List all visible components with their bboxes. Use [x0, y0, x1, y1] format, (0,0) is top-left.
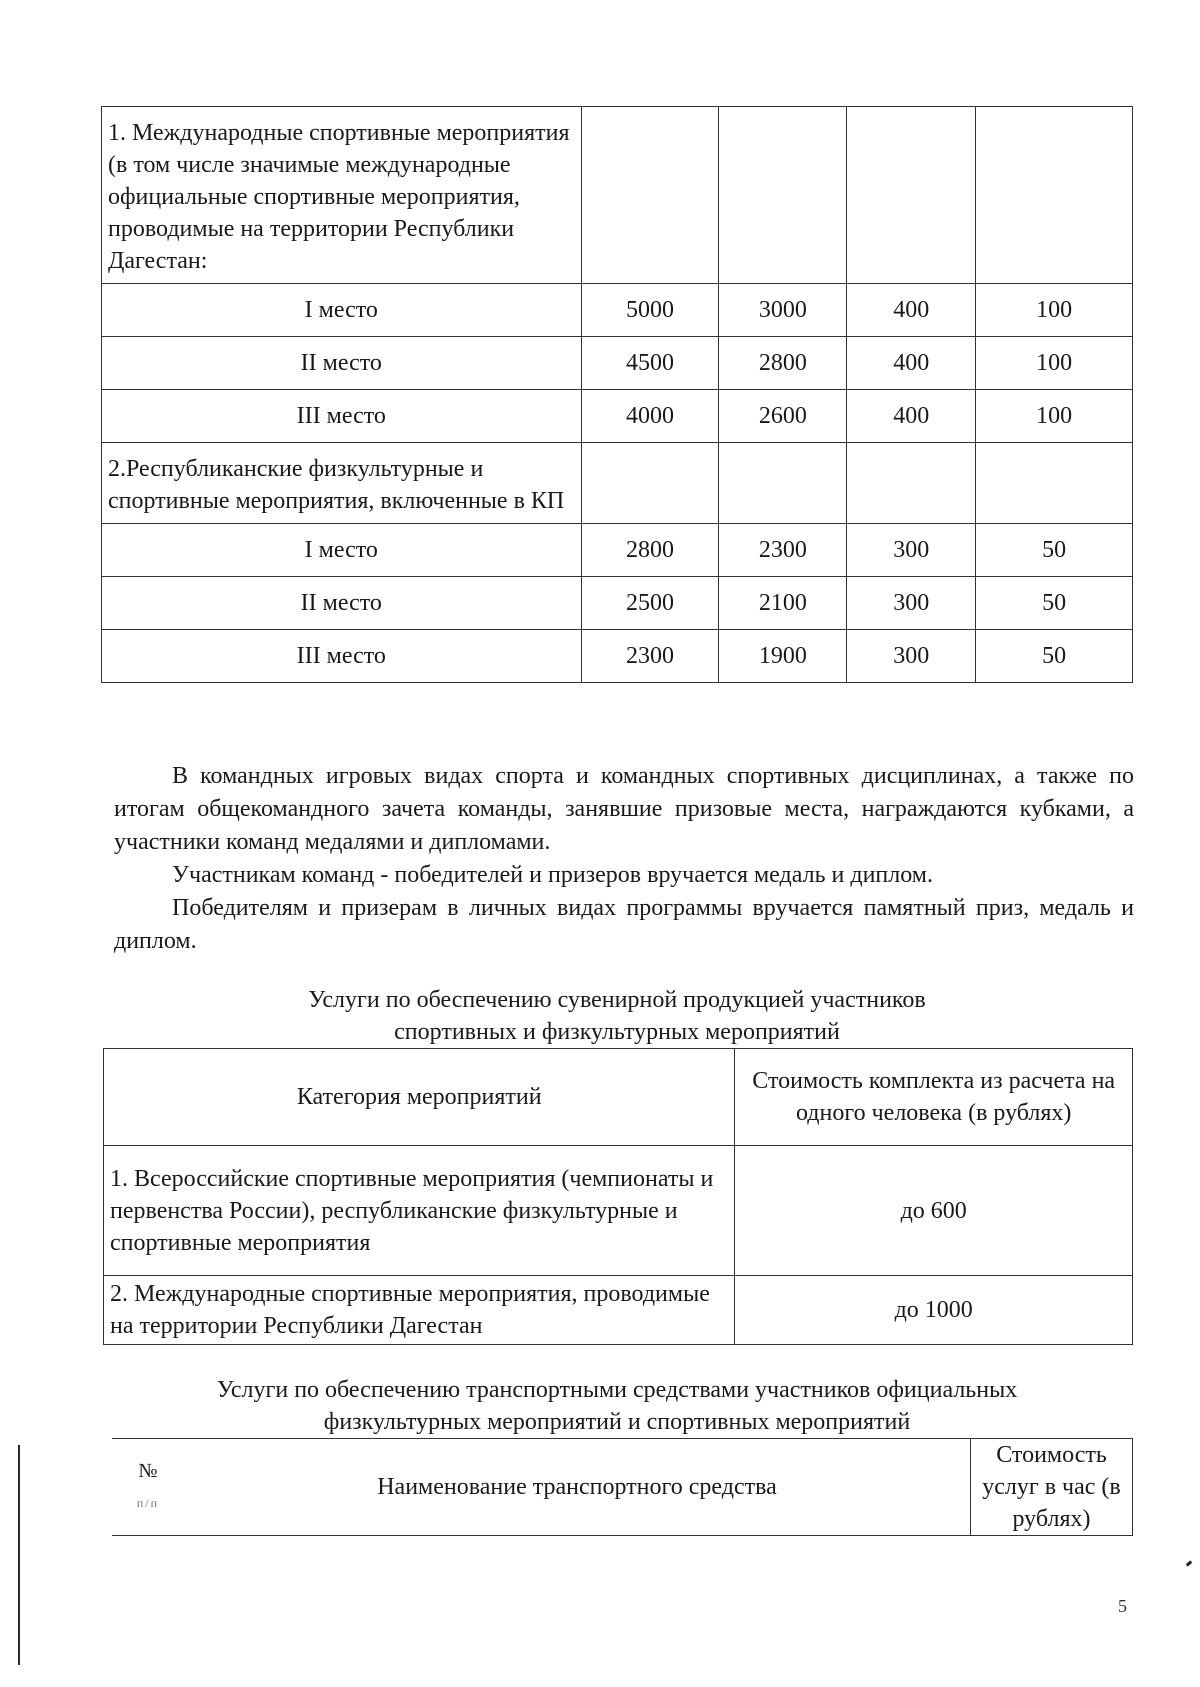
prize-value-cell: 3000 [719, 284, 847, 337]
prize-value-cell: 300 [847, 524, 976, 577]
prize-place-label: II место [102, 337, 582, 390]
transport-header-row [112, 1439, 1133, 1536]
transport-header-cost: Стоимость услуг в час (в рублях) [971, 1439, 1133, 1536]
prize-value-cell: 400 [847, 390, 976, 443]
souvenir-header-cost: Стоимость комплекта из расчета на одного человека (в рублях) [735, 1049, 1133, 1146]
prize-place-row [102, 630, 1133, 683]
souvenir-row [104, 1276, 1133, 1345]
paragraph-individual-awards: Победителям и призерам в личных видах программы вручается памятный приз, медаль и диплом. [114, 895, 1134, 954]
transport-header-name: Наименование транспортного средства [184, 1439, 971, 1536]
souvenir-title-line-1: Услуги по обеспечению сувенирной продукцией участников [308, 987, 926, 1013]
prize-place-label: III место [102, 390, 582, 443]
prize-value-cell: 2300 [719, 524, 847, 577]
souvenir-section-title [101, 984, 1133, 1048]
prize-category-label: 2.Республиканские физкультурные и спортивные мероприятия, включенные в КП [102, 443, 582, 524]
prize-value-cell: 50 [976, 524, 1133, 577]
prize-empty-cell [976, 107, 1133, 284]
prize-place-label: II место [102, 577, 582, 630]
prize-value-cell: 2500 [581, 577, 719, 630]
prize-value-cell: 400 [847, 284, 976, 337]
awards-text [114, 760, 1134, 958]
prize-value-cell: 2100 [719, 577, 847, 630]
prize-value-cell: 2800 [719, 337, 847, 390]
souvenir-row [104, 1146, 1133, 1276]
prize-value-cell: 100 [976, 390, 1133, 443]
prize-empty-cell [847, 107, 976, 284]
prize-value-cell: 300 [847, 577, 976, 630]
prize-empty-cell [719, 107, 847, 284]
souvenir-header-category: Категория мероприятий [104, 1049, 735, 1146]
prize-table [101, 106, 1133, 683]
prize-place-label: I место [102, 524, 582, 577]
prize-place-row [102, 284, 1133, 337]
prize-place-row [102, 577, 1133, 630]
souvenir-row-cost: до 1000 [735, 1276, 1133, 1345]
prize-empty-cell [976, 443, 1133, 524]
prize-category-row [102, 107, 1133, 284]
prize-place-label: I место [102, 284, 582, 337]
prize-place-row [102, 337, 1133, 390]
prize-empty-cell [719, 443, 847, 524]
prize-value-cell: 50 [976, 630, 1133, 683]
number-subheader: п/п [136, 1496, 160, 1510]
prize-value-cell: 400 [847, 337, 976, 390]
prize-value-cell: 2800 [581, 524, 719, 577]
number-sign: № [138, 1460, 158, 1482]
prize-category-row [102, 443, 1133, 524]
souvenir-row-cost: до 600 [735, 1146, 1133, 1276]
transport-header-number [112, 1439, 184, 1536]
prize-value-cell: 1900 [719, 630, 847, 683]
scan-margin-line [18, 1445, 20, 1665]
prize-category-label: 1. Международные спортивные мероприятия (в том числе значимые международные официальные спортивные мероприятия, проводимые на территории Республики Дагестан: [102, 107, 582, 284]
transport-title-line-1: Услуги по обеспечению транспортными средствами участников официальных [216, 1377, 1018, 1403]
prize-value-cell: 2600 [719, 390, 847, 443]
prize-empty-cell [847, 443, 976, 524]
prize-value-cell: 5000 [581, 284, 719, 337]
prize-place-row [102, 524, 1133, 577]
prize-table-body [102, 107, 1133, 683]
prize-value-cell: 300 [847, 630, 976, 683]
prize-value-cell: 4000 [581, 390, 719, 443]
prize-value-cell: 100 [976, 284, 1133, 337]
paragraph-team-members: Участникам команд - победителей и призеров вручается медаль и диплом. [172, 862, 933, 888]
prize-value-cell: 50 [976, 577, 1133, 630]
prize-empty-cell [581, 443, 719, 524]
transport-table [112, 1438, 1133, 1536]
page-number: 5 [1118, 1596, 1127, 1616]
scan-artifact-mark [1186, 1560, 1193, 1566]
souvenir-header-row [104, 1049, 1133, 1146]
prize-value-cell: 2300 [581, 630, 719, 683]
prize-value-cell: 100 [976, 337, 1133, 390]
transport-title-line-2: физкультурных мероприятий и спортивных мероприятий [323, 1409, 911, 1435]
souvenir-table [103, 1048, 1133, 1345]
souvenir-row-category: 1. Всероссийские спортивные мероприятия (чемпионаты и первенства России), республиканские физкультурные и спортивные мероприятия [104, 1146, 735, 1276]
souvenir-title-line-2: спортивных и физкультурных мероприятий [394, 1019, 840, 1045]
transport-section-title [101, 1374, 1133, 1438]
prize-empty-cell [581, 107, 719, 284]
prize-value-cell: 4500 [581, 337, 719, 390]
prize-place-label: III место [102, 630, 582, 683]
souvenir-row-category: 2. Международные спортивные мероприятия, проводимые на территории Республики Дагестан [104, 1276, 735, 1345]
prize-place-row [102, 390, 1133, 443]
paragraph-team-awards: В командных игровых видах спорта и командных спортивных дисциплинах, а также по итогам общекомандного зачета команды, занявшие призовые места, награждаются кубками, а участники команд медалями и дипломами. [114, 763, 1134, 855]
